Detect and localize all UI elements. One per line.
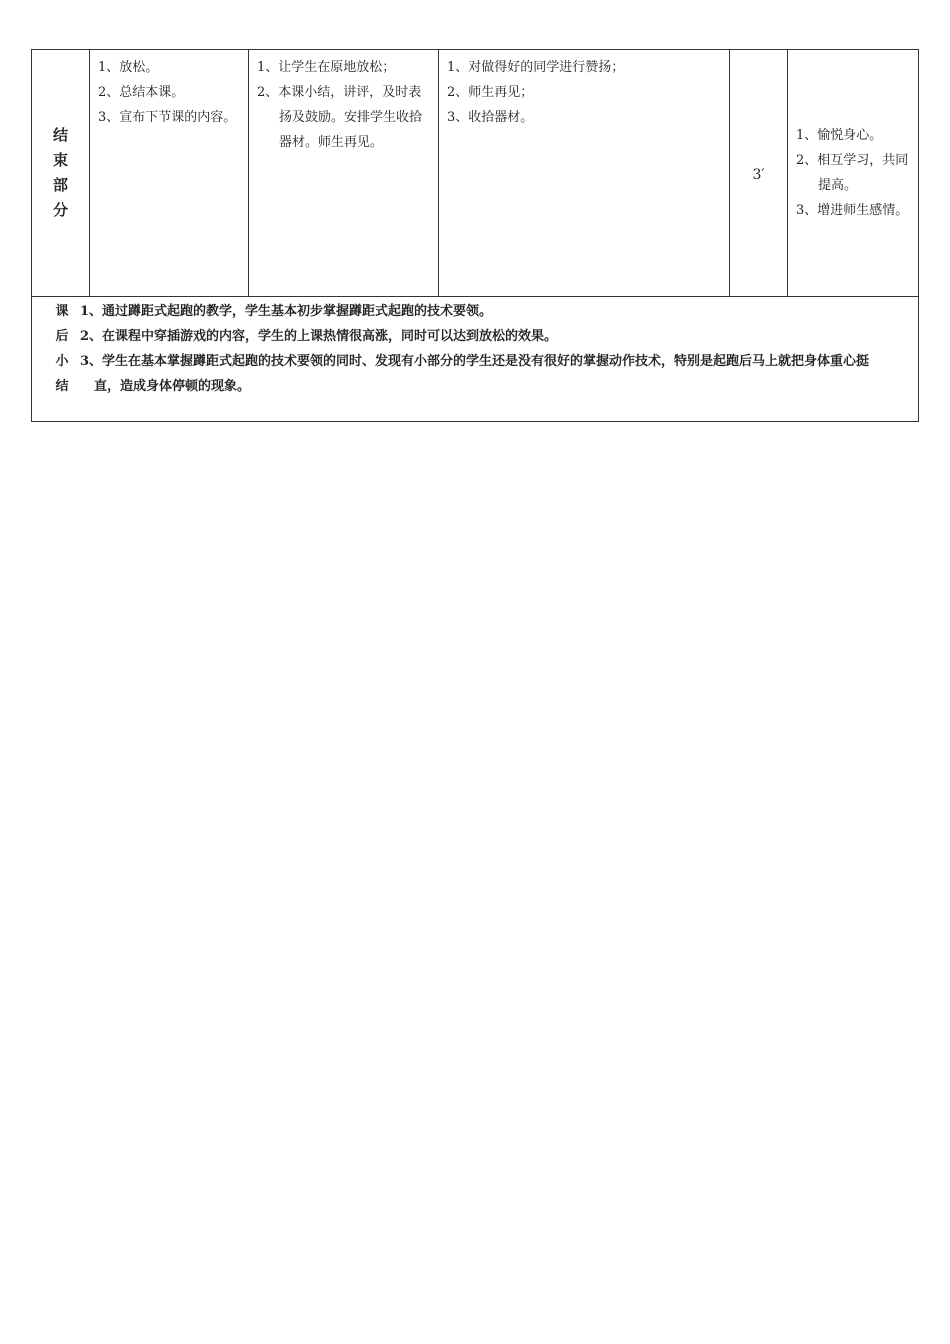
time-cell xyxy=(730,50,788,297)
section-label-char: 结 xyxy=(52,126,68,144)
section-label-char: 分 xyxy=(52,201,68,219)
lesson-plan-table xyxy=(31,49,919,422)
content-list xyxy=(90,50,248,130)
summary-item: 1、通过蹲距式起跑的教学，学生基本初步掌握蹲距式起跑的技术要领。 xyxy=(80,304,493,319)
list-item: 1、放松。 xyxy=(98,60,159,75)
list-item: 3、增进师生感情。 xyxy=(796,203,909,218)
summary-label-char: 后 xyxy=(55,329,69,344)
summary-item: 3、学生在基本掌握蹲距式起跑的技术要领的同时、发现有小部分的学生还是没有很好的掌握动作技术，特别是起跑后马上就把身体重心挺直，造成身体停顿的现象。 xyxy=(80,354,870,394)
summary-label-char: 结 xyxy=(55,379,69,394)
list-item: 3、收拾器材。 xyxy=(447,110,534,125)
teacher-activity-list xyxy=(249,50,438,155)
list-item: 2、相互学习，共同提高。 xyxy=(796,153,909,193)
summary-cell xyxy=(32,297,919,422)
list-item: 2、本课小结，讲评，及时表扬及鼓励。安排学生收拾器材。师生再见。 xyxy=(257,85,423,150)
content-cell xyxy=(90,50,249,297)
section-label-cell xyxy=(32,50,90,297)
summary-label-char: 小 xyxy=(55,354,69,369)
teacher-activity-cell xyxy=(249,50,439,297)
student-activity-cell xyxy=(439,50,730,297)
summary-list xyxy=(80,299,918,399)
requirements-cell xyxy=(788,50,919,297)
list-item: 2、师生再见； xyxy=(447,85,534,100)
summary-item: 2、在课程中穿插游戏的内容，学生的上课热情很高涨，同时可以达到放松的效果。 xyxy=(80,329,558,344)
list-item: 1、对做得好的同学进行赞扬； xyxy=(447,60,625,75)
list-item: 1、愉悦身心。 xyxy=(796,128,883,143)
student-activity-list xyxy=(439,50,729,130)
list-item: 1、让学生在原地放松； xyxy=(257,60,396,75)
list-item: 2、总结本课。 xyxy=(98,85,185,100)
section-label-char: 束 xyxy=(52,151,68,169)
summary-label-char: 课 xyxy=(55,304,69,319)
section-label-char: 部 xyxy=(52,176,68,194)
ending-section-row xyxy=(32,50,919,297)
summary-row xyxy=(32,297,919,422)
time-value: 3′ xyxy=(752,166,765,183)
section-label xyxy=(32,123,89,223)
list-item: 3、宣布下节课的内容。 xyxy=(98,110,237,125)
requirements-list xyxy=(788,123,918,223)
